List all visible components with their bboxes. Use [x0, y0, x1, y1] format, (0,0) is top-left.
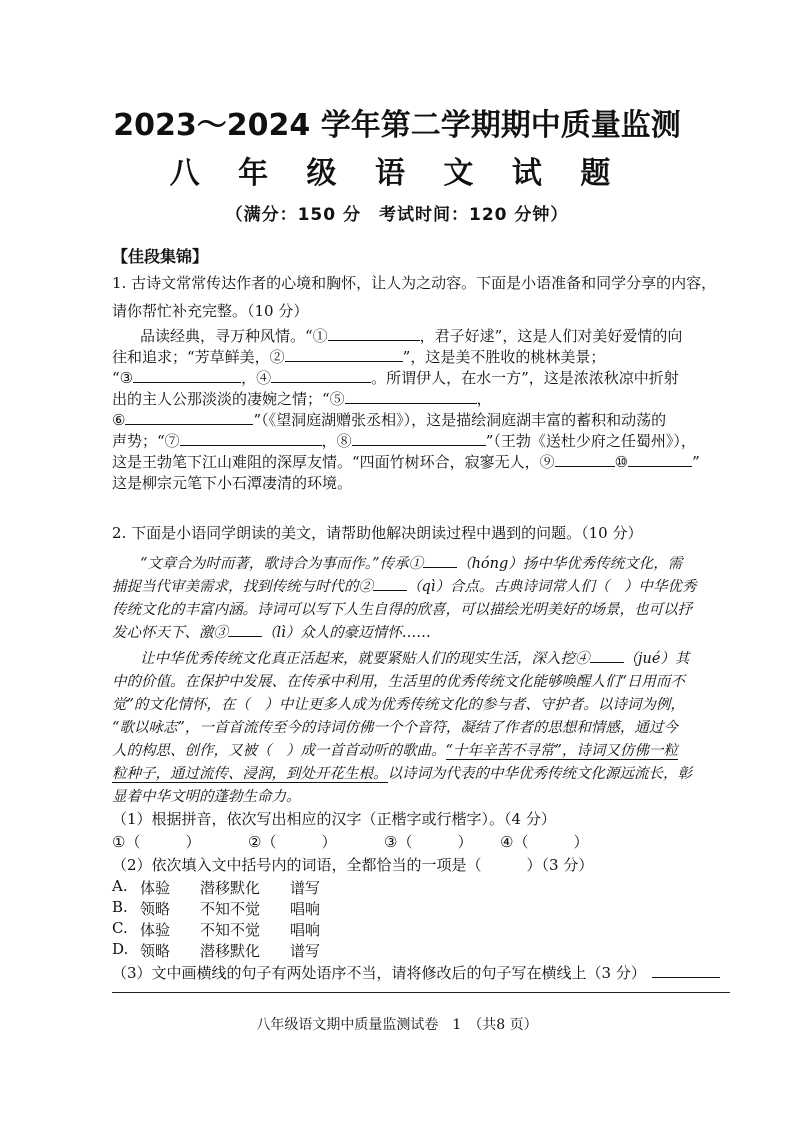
answer-blank-4[interactable]: [271, 368, 371, 383]
exam-title: 2023～2024 学年第二学期期中质量监测: [113, 108, 681, 143]
essay-line6: 中的价值。在保护中发展、在传承中利用，生活里的优秀传统文化能够唤醒人们“日用而不: [112, 674, 685, 690]
option-word-3: 唱响: [290, 921, 321, 939]
text: ⑩: [614, 453, 629, 471]
option-word-1: 体验: [140, 879, 171, 897]
text: 声势；“⑦: [112, 432, 180, 450]
text: 往和追求；“芳草鲜美，②: [112, 348, 285, 366]
pinyin-blank-1[interactable]: [423, 553, 457, 568]
text: 这是王勃笔下江山难阻的深厚友情。“四面竹树环合，寂寥无人，⑨: [112, 453, 555, 471]
text: （qì）合点。古典诗词常人们（ ）中华优秀: [407, 579, 697, 595]
answer-blank-1[interactable]: [328, 326, 420, 341]
essay-line5: [140, 647, 689, 668]
section-title: 【佳段集锦】: [112, 247, 209, 266]
text: （jué）其: [623, 651, 690, 667]
text: 出的主人公那淡淡的凄婉之情；“⑤: [112, 390, 345, 408]
q1-para-line1: [140, 325, 682, 346]
q1-para-line8: 这是柳宗元笔下小石潭凄清的环境。: [112, 474, 353, 492]
answer-blank-7[interactable]: [180, 431, 322, 446]
answer-line-inline[interactable]: [652, 963, 720, 978]
option-word-3: 谱写: [290, 879, 321, 897]
q1-stem-line1: 1. 古诗文常常传达作者的心境和胸怀，让人为之动容。下面是小语准备和同学分享的内容，: [112, 274, 717, 292]
underlined-sentence-part2: 粒种子，通过流传、浸润，到处开花生根。: [112, 766, 388, 782]
answer-blank-3[interactable]: [133, 368, 241, 383]
answer-blank-2[interactable]: [285, 347, 403, 362]
sub-question-1: （1）根据拼音，依次写出相应的汉字（正楷字或行楷字）。（4 分）: [112, 810, 556, 828]
q1-para-line5: [112, 409, 666, 430]
answer-blank-10[interactable]: [628, 452, 692, 467]
q1-para-line4: [112, 388, 492, 409]
text: ，君子好逑”，这是人们对美好爱情的向: [419, 327, 683, 345]
text: ，: [476, 390, 492, 408]
option-word-1: 领略: [140, 942, 171, 960]
page-footer: 八年级语文期中质量监测试卷 1 （共8 页）: [256, 1017, 538, 1033]
essay-line10: [112, 762, 692, 783]
option-word-3: 谱写: [290, 942, 321, 960]
sub-question-2: （2）依次填入文中括号内的词语，全都恰当的一项是（ ）（3 分）: [112, 856, 594, 874]
text: ”（王勃《送杜少府之任蜀州》），: [485, 432, 696, 450]
essay-line9: [112, 739, 678, 760]
answer-slot-3[interactable]: ③（ ）: [384, 833, 473, 851]
essay-line8: “歌以咏志”，一首首流传至今的诗词仿佛一个个音符，凝结了作者的思想和情感，通过今: [112, 720, 678, 736]
essay-line1: [140, 552, 682, 573]
q1-para-line3: [112, 367, 679, 388]
q1-para-line2: [112, 346, 605, 367]
text: （hóng）扬中华优秀传统文化，需: [457, 556, 683, 572]
text: ”: [692, 453, 700, 471]
option-word-1: 体验: [140, 921, 171, 939]
text: 让中华优秀传统文化真正活起来，就要紧贴人们的现实生活，深入挖④: [140, 651, 590, 667]
essay-line2: [112, 575, 696, 596]
answer-blank-5[interactable]: [345, 389, 477, 404]
underlined-sentence-part1: “十年辛苦不寻常”，诗词又仿佛一粒: [445, 743, 678, 759]
pinyin-blank-2[interactable]: [373, 576, 407, 591]
answer-blank-9[interactable]: [555, 452, 615, 467]
text: 。所谓伊人，在水一方”，这是浓浓秋凉中折射: [371, 369, 679, 387]
essay-line3: 传统文化的丰富内涵。诗词可以写下人生自得的欣喜，可以描绘光明美好的场景，也可以抒: [112, 602, 692, 618]
text: 品读经典，寻万种风情。“①: [140, 327, 328, 345]
answer-blank-6[interactable]: [125, 410, 253, 425]
q1-para-line7: [112, 451, 700, 472]
pinyin-blank-4[interactable]: [590, 648, 624, 663]
option-letter: C.: [112, 919, 128, 937]
text: “③: [112, 369, 134, 387]
option-word-2: 潜移默化: [200, 942, 261, 960]
text: ，⑧: [321, 432, 352, 450]
option-word-1: 领略: [140, 900, 171, 918]
option-word-2: 不知不觉: [200, 900, 261, 918]
text: （lì）众人的豪迈情怀……: [262, 625, 431, 641]
text: 捕捉当代审美需求，找到传统与时代的②: [112, 579, 373, 595]
answer-slot-2[interactable]: ②（ ）: [248, 833, 337, 851]
option-letter: B.: [112, 898, 128, 916]
essay-line11: 显着中华文明的蓬勃生命力。: [112, 789, 301, 805]
text: 以诗词为代表的中华优秀传统文化源远流长，彰: [387, 766, 692, 782]
q1-para-line6: [112, 430, 696, 451]
answer-slot-4[interactable]: ④（ ）: [500, 833, 589, 851]
q1-stem-line2: 请你帮忙补充完整。（10 分）: [112, 302, 309, 320]
option-word-2: 潜移默化: [200, 879, 261, 897]
answer-slot-1[interactable]: ①（ ）: [112, 833, 201, 851]
option-word-2: 不知不觉: [200, 921, 261, 939]
text: ⑥: [112, 411, 126, 429]
sub-question-3: [112, 962, 720, 983]
text: （3）文中画横线的句子有两处语序不当，请将修改后的句子写在横线上（3 分）: [112, 964, 646, 982]
q2-stem: 2. 下面是小语同学朗读的美文，请帮助他解决朗读过程中遇到的问题。（10 分）: [112, 524, 643, 542]
option-letter: A.: [112, 877, 128, 895]
text: ”（《望洞庭湖赠张丞相》），这是描绘洞庭湖丰富的蓄积和动荡的: [253, 411, 667, 429]
exam-info: （满分：150 分 考试时间：120 分钟）: [225, 205, 569, 225]
text: ”，这是美不胜收的桃林美景；: [402, 348, 606, 366]
pinyin-blank-3[interactable]: [228, 622, 262, 637]
exam-subtitle: 八 年 级 语 文 试 题: [169, 156, 625, 191]
option-letter: D.: [112, 940, 129, 958]
text: “文章合为时而著，歌诗合为事而作。”传承①: [140, 556, 424, 572]
text: 人的构思、创作，又被（ ）成一首首动听的歌曲。: [112, 743, 446, 759]
essay-line7: 觉”的文化情怀，在（ ）中让更多人成为优秀传统文化的参与者、守护者。以诗词为例，: [112, 697, 685, 713]
text: ，④: [241, 369, 272, 387]
text: 发心怀天下、激③: [112, 625, 228, 641]
answer-line[interactable]: [112, 992, 730, 993]
essay-line4: [112, 621, 431, 642]
answer-blank-8[interactable]: [352, 431, 486, 446]
option-word-3: 唱响: [290, 900, 321, 918]
